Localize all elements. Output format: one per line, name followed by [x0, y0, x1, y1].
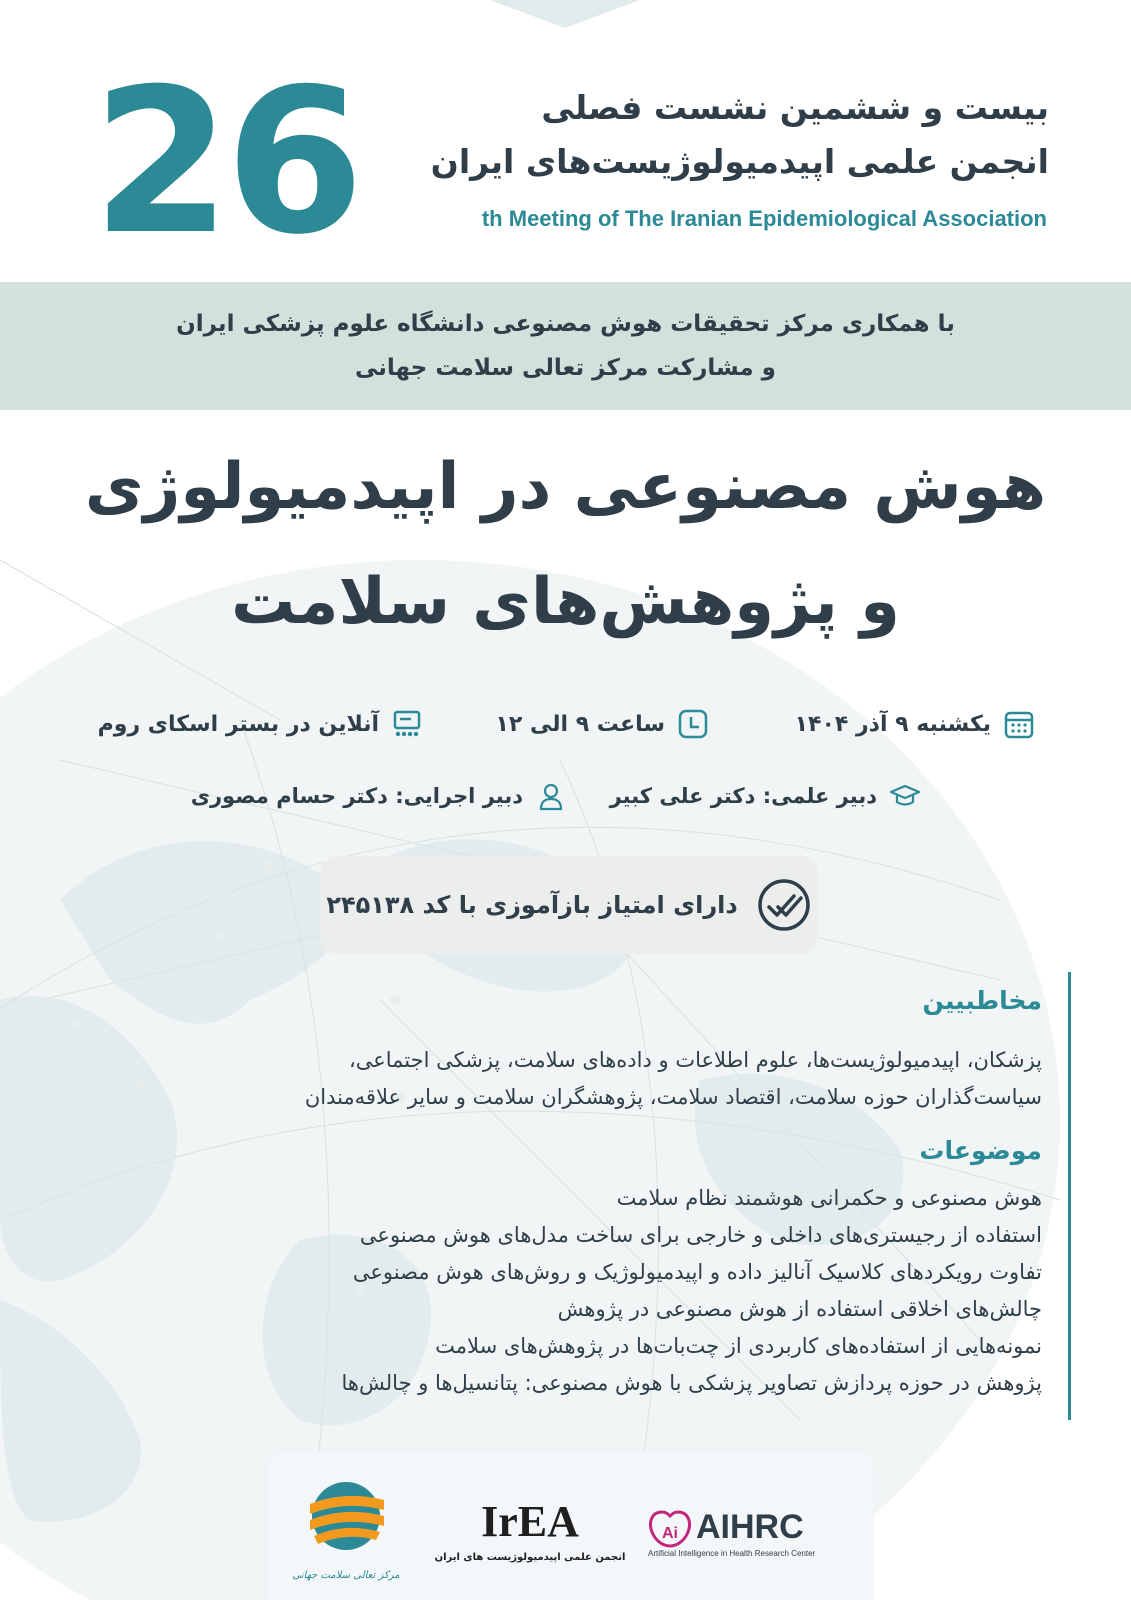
- cme-badge-text: دارای امتیاز بازآموزی با کد ۲۴۵۱۳۸: [326, 891, 738, 919]
- audience-line1: پزشکان، اپیدمیولوژیست‌ها، علوم اطلاعات و داده‌های سلامت، پزشکی اجتماعی،: [348, 1048, 1042, 1072]
- topic-item: هوش مصنوعی و حکمرانی هوشمند نظام سلامت: [616, 1186, 1042, 1210]
- collaboration-line2: و مشارکت مرکز تعالی سلامت جهانی: [355, 355, 776, 381]
- executive-secretary-text: دبیر اجرایی: دکتر حسام مصوری: [190, 784, 523, 808]
- svg-text:Ai: Ai: [662, 1525, 678, 1542]
- meeting-title-fa-line1: بیست و ششمین نشست فصلی: [541, 88, 1049, 127]
- global-health-center-caption: مرکز تعالی سلامت جهانی: [292, 1570, 400, 1581]
- location-text: آنلاین در بستر اسکای روم: [97, 711, 379, 737]
- audience-title: مخاطبیین: [922, 986, 1042, 1015]
- date-text: یکشنبه ۹ آذر ۱۴۰۴: [794, 711, 991, 737]
- meeting-number: 26: [92, 46, 359, 279]
- top-chevron-decoration: [490, 0, 640, 30]
- aihrc-logo: [648, 1500, 848, 1560]
- date-info: [795, 708, 1035, 740]
- calendar-icon: [1003, 708, 1035, 740]
- aihrc-caption: Artificial Intelligence in Health Research Center: [648, 1549, 816, 1558]
- online-classroom-icon: [391, 708, 423, 740]
- time-text: ساعت ۹ الی ۱۲: [495, 711, 665, 737]
- topics-list: [342, 1180, 1042, 1402]
- location-info: [98, 708, 423, 740]
- cme-badge: [320, 856, 818, 954]
- irea-logo: [434, 1492, 626, 1572]
- user-icon: [535, 780, 567, 812]
- time-info: [495, 708, 709, 740]
- meeting-title-en: th Meeting of The Iranian Epidemiological Association: [481, 206, 1047, 231]
- main-title-line2: و پژوهش‌های سلامت: [231, 565, 900, 639]
- collaboration-line1: با همکاری مرکز تحقیقات هوش مصنوعی دانشگاه علوم پزشکی ایران: [176, 311, 955, 337]
- topic-item: استفاده از رجیستری‌های داخلی و خارجی برای ساخت مدل‌های هوش مصنوعی: [359, 1223, 1042, 1247]
- meeting-title-fa-line2: انجمن علمی اپیدمیولوژیست‌های ایران: [430, 142, 1049, 181]
- aihrc-mark: AIHRC: [696, 1508, 804, 1546]
- irea-caption: انجمن علمی اپیدمیولوژیست های ایران: [434, 1552, 626, 1563]
- topic-item: نمونه‌هایی از استفاده‌های کاربردی از چت‌بات‌ها در پژوهش‌های سلامت: [435, 1334, 1042, 1358]
- topics-title: موضوعات: [919, 1136, 1042, 1165]
- double-check-icon: [756, 877, 812, 933]
- topic-item: چالش‌های اخلاقی استفاده از هوش مصنوعی در پژوهش: [557, 1297, 1042, 1321]
- topic-item: پژوهش در حوزه پردازش تصاویر پزشکی با هوش مصنوعی: پتانسیل‌ها و چالش‌ها: [341, 1371, 1042, 1395]
- collaboration-band: [0, 282, 1131, 410]
- scientific-secretary-info: [610, 780, 921, 812]
- main-title-line1: هوش مصنوعی در اپیدمیولوژی: [84, 450, 1047, 524]
- graduation-cap-icon: [889, 780, 921, 812]
- clock-icon: [677, 708, 709, 740]
- executive-secretary-info: [191, 780, 567, 812]
- irea-mark: IrEA: [481, 1497, 579, 1546]
- content-accent-line: [1068, 972, 1071, 1420]
- topic-item: تفاوت رویکردهای کلاسیک آنالیز داده و اپیدمیولوژیک و روش‌های هوش مصنوعی: [352, 1260, 1042, 1284]
- global-health-center-logo: [292, 1470, 400, 1588]
- audience-line2: سیاست‌گذاران حوزه سلامت، اقتصاد سلامت، پژوهشگران سلامت و سایر علاقه‌مندان: [304, 1085, 1042, 1109]
- scientific-secretary-text: دبیر علمی: دکتر علی کبیر: [609, 784, 877, 808]
